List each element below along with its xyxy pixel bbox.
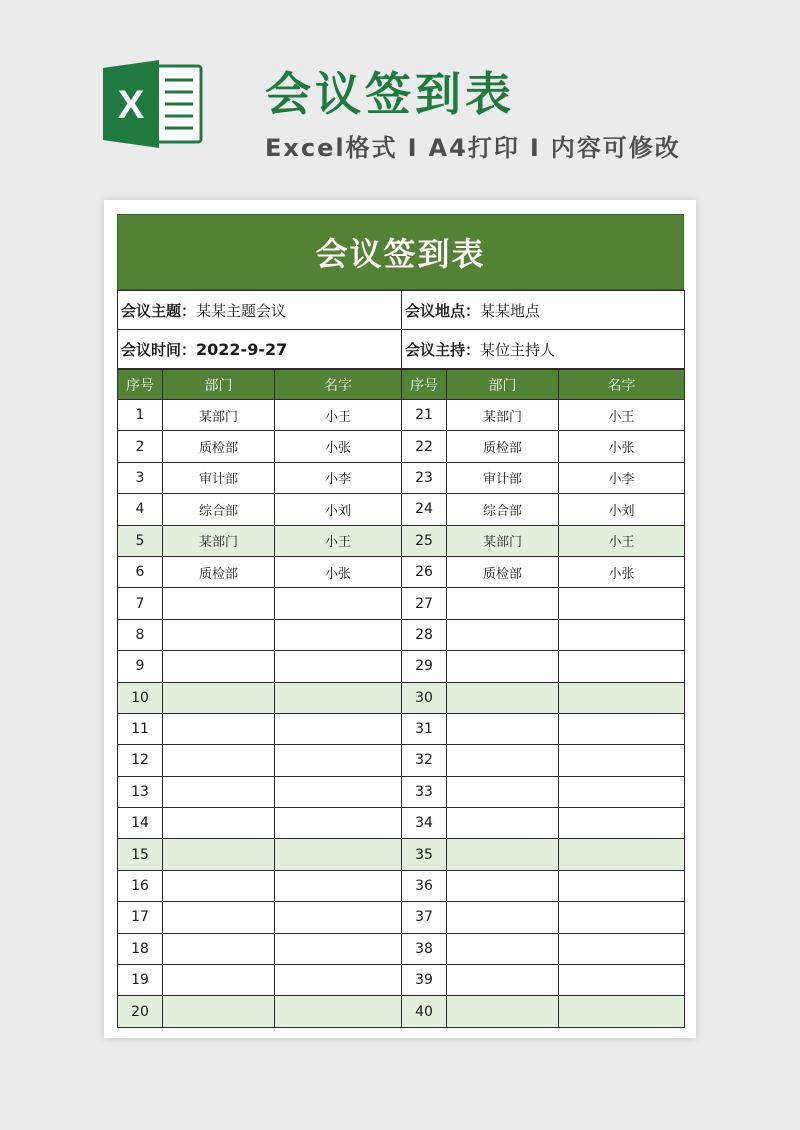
- name-cell[interactable]: [275, 776, 402, 807]
- dept-cell[interactable]: [447, 965, 559, 996]
- seq-cell[interactable]: 25: [402, 525, 447, 556]
- sheet-paper: [104, 200, 696, 1038]
- seq-cell[interactable]: 23: [402, 462, 447, 493]
- meeting-info-table: [117, 290, 685, 369]
- dept-cell[interactable]: [447, 808, 559, 839]
- name-cell[interactable]: 小王: [275, 400, 402, 431]
- page-subtitle: [265, 128, 681, 163]
- name-cell[interactable]: [275, 745, 402, 776]
- page-title: 会议签到表: [265, 67, 515, 121]
- seq-cell[interactable]: 20: [118, 996, 163, 1027]
- seq-cell[interactable]: 28: [402, 619, 447, 650]
- seq-cell[interactable]: 22: [402, 431, 447, 462]
- dept-cell[interactable]: [447, 996, 559, 1027]
- seq-cell[interactable]: 27: [402, 588, 447, 619]
- name-cell[interactable]: 小张: [559, 431, 685, 462]
- name-cell[interactable]: [559, 713, 685, 744]
- seq-cell[interactable]: 40: [402, 996, 447, 1027]
- name-cell[interactable]: 小李: [559, 462, 685, 493]
- table-row: [118, 933, 685, 964]
- dept-cell[interactable]: [163, 776, 275, 807]
- seq-cell[interactable]: 13: [118, 776, 163, 807]
- dept-cell[interactable]: 审计部: [163, 462, 275, 493]
- name-cell[interactable]: [559, 682, 685, 713]
- dept-cell[interactable]: 质检部: [447, 431, 559, 462]
- seq-cell[interactable]: 1: [118, 400, 163, 431]
- seq-cell[interactable]: 39: [402, 965, 447, 996]
- name-cell[interactable]: [559, 776, 685, 807]
- table-row: [118, 839, 685, 870]
- name-cell[interactable]: [275, 933, 402, 964]
- dept-cell[interactable]: [447, 776, 559, 807]
- table-row: [118, 400, 685, 431]
- dept-cell[interactable]: 审计部: [447, 462, 559, 493]
- seq-cell[interactable]: 7: [118, 588, 163, 619]
- seq-cell[interactable]: 38: [402, 933, 447, 964]
- dept-cell[interactable]: [163, 713, 275, 744]
- table-row: [118, 745, 685, 776]
- name-cell[interactable]: [559, 651, 685, 682]
- name-cell[interactable]: [275, 619, 402, 650]
- name-cell[interactable]: 小张: [275, 556, 402, 587]
- seq-cell[interactable]: 36: [402, 870, 447, 901]
- dept-cell[interactable]: [163, 996, 275, 1027]
- dept-cell[interactable]: [163, 870, 275, 901]
- dept-cell[interactable]: 某部门: [163, 400, 275, 431]
- topic-value: 某某主题会议: [196, 301, 287, 320]
- seq-cell[interactable]: 11: [118, 713, 163, 744]
- host-label: 会议主持：: [405, 340, 481, 359]
- seq-cell[interactable]: 33: [402, 776, 447, 807]
- dept-cell[interactable]: 综合部: [163, 494, 275, 525]
- svg-text:X: X: [117, 83, 145, 127]
- column-header-name: 名字: [559, 370, 685, 400]
- seq-cell[interactable]: 29: [402, 651, 447, 682]
- name-cell[interactable]: [275, 839, 402, 870]
- dept-cell[interactable]: [163, 933, 275, 964]
- seq-cell[interactable]: 26: [402, 556, 447, 587]
- time-label: 会议时间：: [121, 340, 197, 359]
- dept-cell[interactable]: [447, 839, 559, 870]
- sign-in-sheet: [117, 214, 684, 1028]
- dept-cell[interactable]: [163, 619, 275, 650]
- name-cell[interactable]: 小李: [275, 462, 402, 493]
- seq-cell[interactable]: 37: [402, 902, 447, 933]
- dept-cell[interactable]: [447, 902, 559, 933]
- seq-cell[interactable]: 34: [402, 808, 447, 839]
- name-cell[interactable]: [275, 651, 402, 682]
- dept-cell[interactable]: [447, 745, 559, 776]
- time-value: 2022-9-27: [196, 339, 288, 359]
- column-header-dept: 部门: [163, 370, 275, 400]
- name-cell[interactable]: [559, 745, 685, 776]
- seq-cell[interactable]: 8: [118, 619, 163, 650]
- seq-cell[interactable]: 24: [402, 494, 447, 525]
- dept-cell[interactable]: 质检部: [163, 556, 275, 587]
- name-cell[interactable]: 小王: [275, 525, 402, 556]
- dept-cell[interactable]: 质检部: [163, 431, 275, 462]
- name-cell[interactable]: 小刘: [275, 494, 402, 525]
- dept-cell[interactable]: [163, 808, 275, 839]
- table-row: [118, 431, 685, 462]
- seq-cell[interactable]: 18: [118, 933, 163, 964]
- name-cell[interactable]: 小张: [559, 556, 685, 587]
- name-cell[interactable]: [275, 902, 402, 933]
- column-header-seq: 序号: [402, 370, 447, 400]
- table-header-row: [118, 370, 685, 400]
- dept-cell[interactable]: 综合部: [447, 494, 559, 525]
- name-cell[interactable]: [275, 870, 402, 901]
- dept-cell[interactable]: 某部门: [447, 525, 559, 556]
- name-cell[interactable]: [559, 933, 685, 964]
- seq-cell[interactable]: 12: [118, 745, 163, 776]
- name-cell[interactable]: 小刘: [559, 494, 685, 525]
- dept-cell[interactable]: [163, 588, 275, 619]
- dept-cell[interactable]: [447, 619, 559, 650]
- table-row: [118, 494, 685, 525]
- meeting-host-cell[interactable]: [402, 330, 685, 369]
- place-label: 会议地点：: [405, 301, 481, 320]
- dept-cell[interactable]: 质检部: [447, 556, 559, 587]
- name-cell[interactable]: [559, 588, 685, 619]
- table-row: [118, 619, 685, 650]
- table-row: [118, 588, 685, 619]
- host-value: 某位主持人: [480, 340, 556, 359]
- seq-cell[interactable]: 10: [118, 682, 163, 713]
- dept-cell[interactable]: 某部门: [163, 525, 275, 556]
- dept-cell[interactable]: [163, 682, 275, 713]
- dept-cell[interactable]: [163, 902, 275, 933]
- name-cell[interactable]: 小张: [275, 431, 402, 462]
- seq-cell[interactable]: 2: [118, 431, 163, 462]
- topic-label: 会议主题：: [121, 301, 197, 320]
- name-cell[interactable]: [559, 870, 685, 901]
- dept-cell[interactable]: [447, 933, 559, 964]
- table-row: [118, 965, 685, 996]
- table-row: [118, 996, 685, 1027]
- table-row: [118, 682, 685, 713]
- table-row: [118, 713, 685, 744]
- place-value: 某某地点: [480, 301, 541, 320]
- subtitle-editable: 内容可修改: [550, 134, 681, 162]
- seq-cell[interactable]: 31: [402, 713, 447, 744]
- name-cell[interactable]: 小王: [559, 400, 685, 431]
- name-cell[interactable]: [559, 839, 685, 870]
- dept-cell[interactable]: [447, 682, 559, 713]
- name-cell[interactable]: [275, 996, 402, 1027]
- seq-cell[interactable]: 5: [118, 525, 163, 556]
- name-cell[interactable]: [275, 588, 402, 619]
- name-cell[interactable]: [275, 965, 402, 996]
- dept-cell[interactable]: [163, 839, 275, 870]
- dept-cell[interactable]: [447, 588, 559, 619]
- meeting-place-cell[interactable]: [402, 291, 685, 330]
- meeting-topic-cell[interactable]: [118, 291, 402, 330]
- name-cell[interactable]: [559, 619, 685, 650]
- seq-cell[interactable]: 4: [118, 494, 163, 525]
- column-header-name: 名字: [275, 370, 402, 400]
- table-row: [118, 870, 685, 901]
- table-row: [118, 462, 685, 493]
- name-cell[interactable]: [559, 902, 685, 933]
- seq-cell[interactable]: 17: [118, 902, 163, 933]
- meeting-time-cell[interactable]: [118, 330, 402, 369]
- dept-cell[interactable]: [447, 713, 559, 744]
- table-row: [118, 525, 685, 556]
- dept-cell[interactable]: [447, 870, 559, 901]
- table-row: [118, 902, 685, 933]
- seq-cell[interactable]: 19: [118, 965, 163, 996]
- name-cell[interactable]: [275, 713, 402, 744]
- seq-cell[interactable]: 30: [402, 682, 447, 713]
- dept-cell[interactable]: [163, 965, 275, 996]
- table-row: [118, 776, 685, 807]
- subtitle-separator: I: [407, 134, 419, 162]
- name-cell[interactable]: [275, 808, 402, 839]
- name-cell[interactable]: [559, 996, 685, 1027]
- seq-cell[interactable]: 3: [118, 462, 163, 493]
- seq-cell[interactable]: 21: [402, 400, 447, 431]
- dept-cell[interactable]: [447, 651, 559, 682]
- seq-cell[interactable]: 32: [402, 745, 447, 776]
- dept-cell[interactable]: [163, 745, 275, 776]
- column-header-seq: 序号: [118, 370, 163, 400]
- excel-logo-icon: [103, 60, 203, 148]
- table-row: [118, 556, 685, 587]
- seq-cell[interactable]: 14: [118, 808, 163, 839]
- subtitle-format: Excel格式: [265, 134, 398, 162]
- column-header-dept: 部门: [447, 370, 559, 400]
- dept-cell[interactable]: [163, 651, 275, 682]
- table-row: [118, 651, 685, 682]
- name-cell[interactable]: [559, 808, 685, 839]
- table-body: [118, 400, 685, 1028]
- seq-cell[interactable]: 35: [402, 839, 447, 870]
- name-cell[interactable]: [275, 682, 402, 713]
- subtitle-separator: I: [529, 134, 541, 162]
- name-cell[interactable]: 小王: [559, 525, 685, 556]
- subtitle-print: A4打印: [428, 134, 520, 162]
- seq-cell[interactable]: 6: [118, 556, 163, 587]
- sheet-banner-title: 会议签到表: [117, 214, 684, 290]
- seq-cell[interactable]: 16: [118, 870, 163, 901]
- table-row: [118, 808, 685, 839]
- dept-cell[interactable]: 某部门: [447, 400, 559, 431]
- attendance-table: [117, 369, 685, 1028]
- name-cell[interactable]: [559, 965, 685, 996]
- seq-cell[interactable]: 15: [118, 839, 163, 870]
- seq-cell[interactable]: 9: [118, 651, 163, 682]
